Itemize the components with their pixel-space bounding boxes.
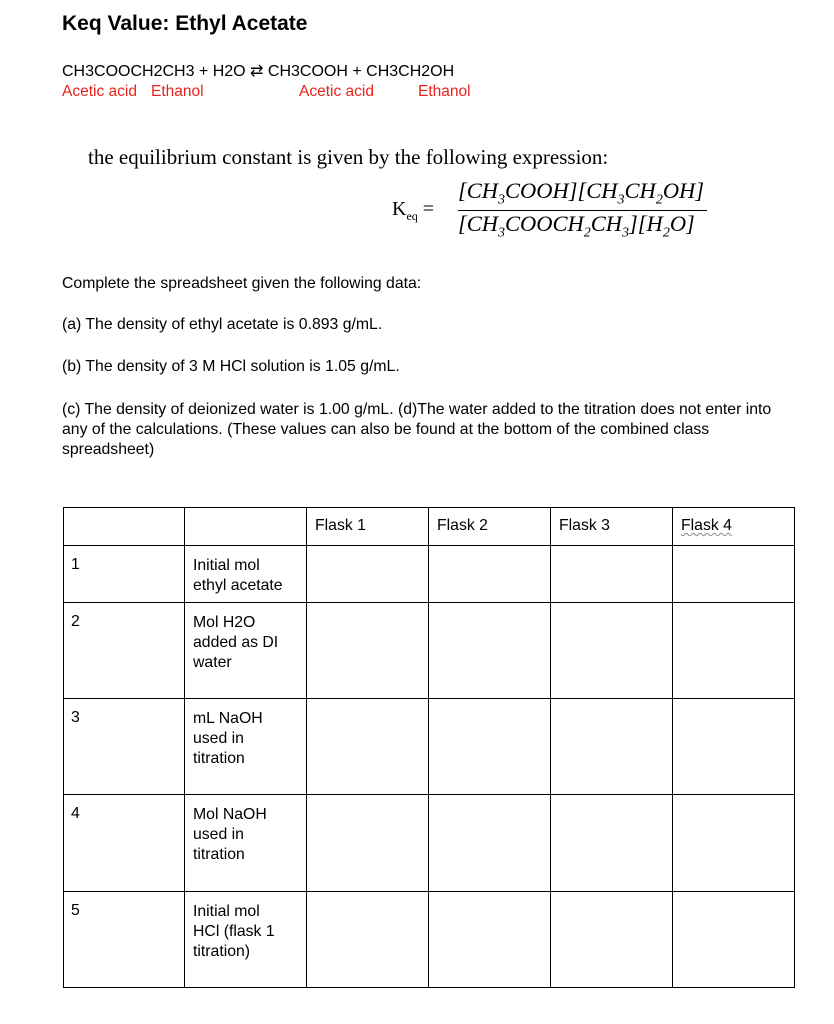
product-label-1: Acetic acid [299,83,374,100]
row-label: mL NaOH used in titration [185,699,307,795]
cell-flask-3[interactable] [551,892,673,988]
row-number: 4 [64,795,185,892]
product-label-2: Ethanol [418,83,471,100]
table-row [64,892,795,988]
keq-denominator: $[CH_3COOCH_2CH_3][H_2O]$ [458,210,695,240]
table-row [64,795,795,892]
cell-flask-1[interactable] [307,546,429,603]
header-flask-3: Flask 3 [551,508,673,546]
data-table [63,507,795,988]
expression-intro: the equilibrium constant is given by the following expression: [88,145,609,169]
row-label: Initial mol ethyl acetate [185,546,307,603]
cell-flask-3[interactable] [551,603,673,699]
reaction-equation: CH3COOCH2CH3 + H2O ⇄ CH3COOH + CH3CH2OH [62,63,455,80]
row-label: Mol NaOH used in titration [185,795,307,892]
cell-flask-2[interactable] [429,603,551,699]
cell-flask-2[interactable] [429,795,551,892]
cell-flask-4[interactable] [673,603,795,699]
cell-flask-2[interactable] [429,699,551,795]
keq-numerator: $[CH_3COOH][CH_3CH_2OH]$ [458,178,707,211]
page-title: Keq Value: Ethyl Acetate [62,12,308,35]
instruction-b: (b) The density of 3 M HCl solution is 1.05 g/mL. [62,358,400,375]
keq-fraction [458,178,707,241]
cell-flask-4[interactable] [673,795,795,892]
row-label: Mol H2O added as DI water [185,603,307,699]
header-flask-1: Flask 1 [307,508,429,546]
cell-flask-1[interactable] [307,699,429,795]
keq-symbol: $K_{eq}$ = [392,198,435,223]
reactant-label-1: Acetic acid [62,83,137,100]
table-header-row [64,508,795,546]
table-row [64,699,795,795]
instructions-heading: Complete the spreadsheet given the following data: [62,275,422,292]
cell-flask-1[interactable] [307,892,429,988]
cell-flask-4[interactable] [673,546,795,603]
cell-flask-1[interactable] [307,603,429,699]
header-flask-2: Flask 2 [429,508,551,546]
cell-flask-2[interactable] [429,892,551,988]
cell-flask-1[interactable] [307,795,429,892]
cell-flask-3[interactable] [551,546,673,603]
cell-flask-4[interactable] [673,892,795,988]
reactant-label-2: Ethanol [151,83,204,100]
row-number: 2 [64,603,185,699]
table-row [64,603,795,699]
table-row [64,546,795,603]
row-number: 3 [64,699,185,795]
cell-flask-3[interactable] [551,699,673,795]
cell-flask-4[interactable] [673,699,795,795]
header-cell-blank [185,508,307,546]
cell-flask-3[interactable] [551,795,673,892]
instruction-a: (a) The density of ethyl acetate is 0.893 g/mL. [62,316,383,333]
header-cell-blank [64,508,185,546]
row-label: Initial mol HCl (flask 1 titration) [185,892,307,988]
header-flask-4: Flask 4 [673,508,795,546]
row-number: 5 [64,892,185,988]
cell-flask-2[interactable] [429,546,551,603]
row-number: 1 [64,546,185,603]
instruction-c: (c) The density of deionized water is 1.00 g/mL. (d)The water added to the titration does not enter into any of the calculations. (These values can also be found at the bottom of the combined class spreadsheet) [62,401,772,458]
